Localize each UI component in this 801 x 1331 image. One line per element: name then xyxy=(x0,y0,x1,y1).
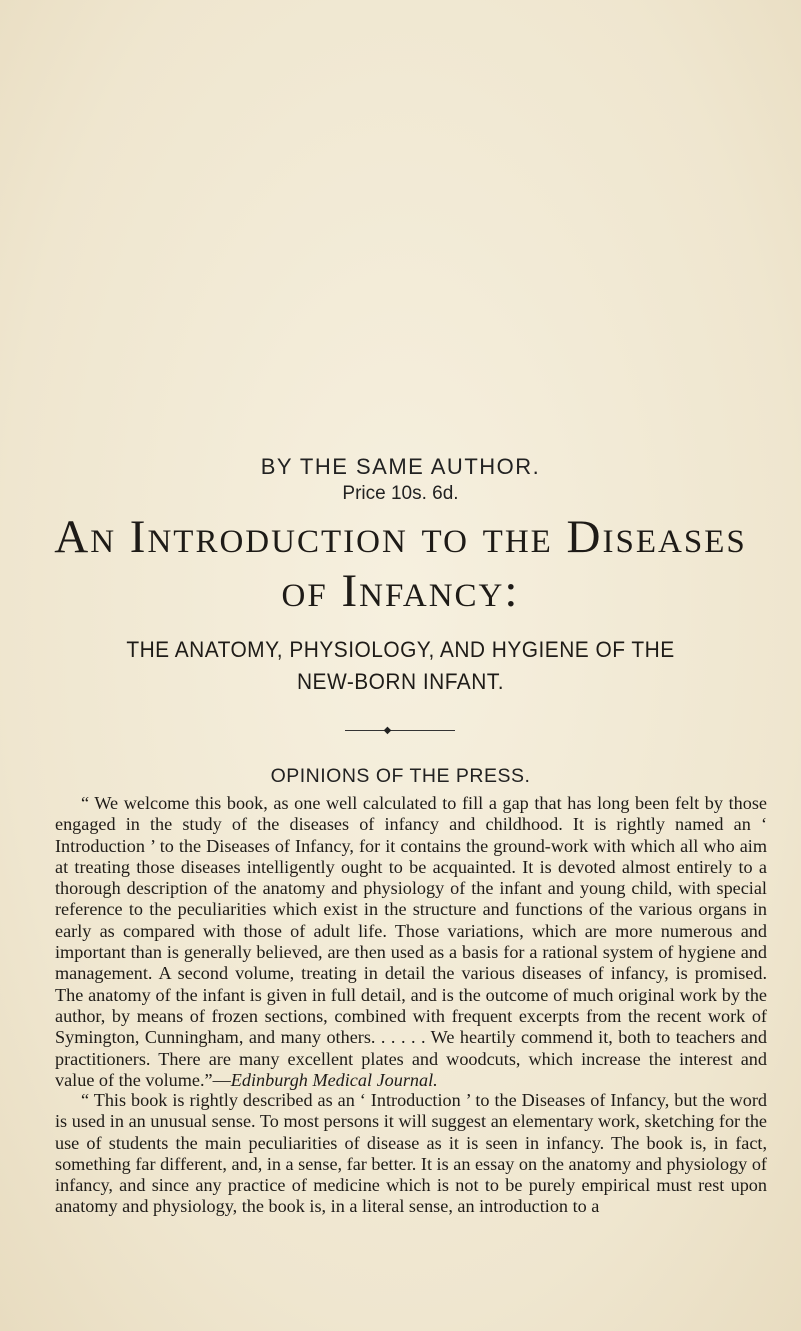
section-heading: OPINIONS OF THE PRESS. xyxy=(270,765,531,787)
price-line: Price 10s. 6d. xyxy=(342,483,459,504)
review-paragraph-2 xyxy=(55,1090,767,1218)
book-subtitle-line-1: THE ANATOMY, PHYSIOLOGY, AND HYGIENE OF THE xyxy=(126,637,675,662)
review-text: “ This book is rightly described as an ‘ Introduction ’ to the Diseases of Infancy, but the word is used in an unusual sense. To most persons it will suggest an elementary work, sketching for the use of students the main peculiarities of disease as it is seen in infancy. The book is, in fact, something far different, and, in a sense, far better. It is an essay on the anatomy and physiology of infancy, and since any practice of medicine which is not to be purely empirical must rest upon anatomy and physiology, the book is, in a literal sense, an introduction to a xyxy=(55,1090,767,1217)
book-title-line-2: of Infancy: xyxy=(281,565,520,617)
ornamental-divider xyxy=(345,730,455,731)
book-title-line-1: An Introduction to the Diseases xyxy=(54,511,747,563)
book-subtitle-line-2: NEW-BORN INFANT. xyxy=(296,669,505,694)
divider-diamond-icon: ◆ xyxy=(383,725,392,736)
review-source: Edinburgh Medical Journal. xyxy=(230,1069,438,1090)
author-header: BY THE SAME AUTHOR. xyxy=(260,454,541,479)
review-text: “ We welcome this book, as one well calculated to fill a gap that has long been felt by those engaged in the study of the diseases of infancy and childhood. It is rightly named an ‘ Introduction ’ to the Diseases of Infancy, for it contains the ground-work with which all who aim at treating those diseases intelligently ought to be acquainted. It is devoted almost entirely to a thorough description of the anatomy and physiology of the infant and young child, with special reference to the peculiarities which exist in the structure and functions of the various organs in early as compared with those of adult life. Those variations, which are more numerous and important than is generally believed, are then used as a basis for a rational system of hygiene and management. A second volume, treating in detail the various diseases of infancy, is promised. The anatomy of the infant is given in full detail, and is the outcome of much original work by the author, by means of frozen sections, combined with frequent excerpts from the recent work of Symington, Cunningham, and many others. . . . . . We heartily commend it, both to teachers and practitioners. There are many excellent plates and woodcuts, which increase the interest and value of the volume.”— xyxy=(55,793,767,1090)
review-paragraph-1 xyxy=(55,793,767,1091)
